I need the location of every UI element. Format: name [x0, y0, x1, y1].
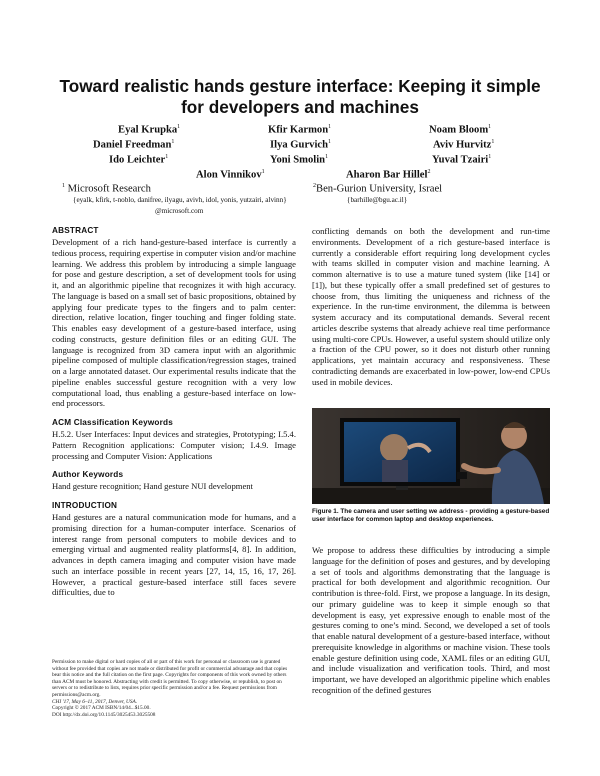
figure-1-illustration	[312, 408, 550, 504]
title-line-2: for developers and machines	[181, 97, 419, 117]
email-bgu: {barhille@bgu.ac.il}	[347, 196, 408, 204]
author: Yoni Smolin$^1$	[270, 154, 329, 166]
abstract-section	[52, 226, 296, 409]
title-line-1: Toward realistic hands gesture interface: Keeping it simple	[59, 76, 541, 96]
author: Aviv Hurvitz$^1$	[433, 139, 495, 151]
copyright-line: Copyright © 2017 ACM ISBN/14/04...$15.00.	[52, 705, 151, 712]
right-column-bottom	[312, 545, 550, 696]
author: Ilya Gurvich$^1$	[270, 139, 331, 151]
author: Ido Leichter$^1$	[109, 154, 169, 166]
author: Noam Bloom$^1$	[429, 124, 492, 136]
figure-1-photo	[312, 408, 550, 504]
right-column-text-bottom: We propose to address these difficulties by introducing a simple language for the definition of poses and gestures, and by developing a set of tools and algorithms demonstrating that the language is practical for both development and algorithmic recognition. Our contribution is three-fold. First, we propose a language. In its design, our primary guideline was to keep it simple enough so that development is easy, yet expressive enough to enable most of the gestures coming to one’s mind. Second, we developed a set of tools that enable natural development of a gesture-based interface, without prerequisite knowledge in algorithms or machine vision. These tools enable gesture definition using code, XAML files or an editing GUI, and include visualization and verification tools. Third, and most important, we have developed an algorithmic pipeline which enables recognition of the defined gestures	[312, 545, 550, 695]
introduction-text: Hand gestures are a natural communication mode for humans, and a promising direction for a human-computer interface. Scenarios of interest range from personal computers to mobile devices and to emerging virtual and augmented reality platforms[4, 8]. In addition, advances in depth camera imaging and computer vision have made such an interface possible in recent years [27, 14, 15, 16, 17, 26]. However, a practical gesture-based interface still faces severe difficulties, due to	[52, 512, 296, 598]
author: Kfir Karmon$^1$	[268, 124, 332, 136]
affiliation-microsoft: $^1$ Microsoft Research	[62, 183, 151, 195]
affiliation-bgu: $^2$Ben-Gurion University, Israel	[313, 183, 443, 195]
acm-text: H.5.2. User Interfaces: Input devices and strategies, Prototyping; I.5.4. Pattern Recognition applications: Computer vision; I.4.9. Image processing and Computer Vision: Applications	[52, 429, 296, 461]
abstract-text: Development of a rich hand-gesture-based interface is currently a tedious process, requiring expertise in computer vision and/or machine learning. We address this problem by introducing a simple language for pose and gesture description, a set of development tools for using it, and an algorithmic pipeline that recognizes it with high accuracy. The language is based on a small set of basic propositions, obtained by applying four predicate types to the fingers and to palm center: direction, relative location, finger touching and finger folding state. This enables easy development of a gesture-based interface, using coding constructs, gesture definition files or an editing GUI. The language is recognized from 3D camera input with an algorithmic pipeline composed of multiple classification/regression stages, trained on a large annotated dataset. Our experimental results indicate that the pipeline enables successful gesture recognition with a very low computational load, thus enabling a gesture-based interface on low-end processors.	[52, 237, 296, 409]
keywords-text: Hand gesture recognition; Hand gesture NUI development	[52, 481, 253, 492]
right-column-top	[312, 226, 550, 387]
author: Eyal Krupka$^1$	[118, 124, 181, 136]
acm-heading: ACM Classification Keywords	[52, 418, 173, 427]
right-column-text-top: conflicting demands on both the development and run-time environments. Development of a rich gesture-based interface is currently a considerable effort requiring long development cycles with teams skilled in computer vision and machine learning. A common alternative is to use a mature tuned system (like [14] or [1]), but these typically offer a small predefined set of gestures to choose from, thus limiting the uniqueness and richness of the experience. In the run-time environment, the dilemma is between system accuracy and its computational demands. Several recent articles describe systems that already achieve real time performance using multi-core CPUs. However, a useful system should utilize only a fraction of the CPU power, so it does not disturb other running applications, yet maintain accuracy and responsiveness. These contradicting demands are exacerbated in low-power, low-end CPUs used in mobile devices.	[312, 226, 550, 387]
conference-line: CHI '17, May 6–11, 2017, Denver, USA.	[52, 698, 138, 705]
author: Alon Vinnikov$^1$	[196, 169, 265, 181]
introduction-section	[52, 501, 296, 598]
doi-line: DOI http://dx.doi.org/10.1145/3025453.3025508	[52, 711, 156, 718]
acm-section	[52, 418, 296, 461]
left-column	[52, 226, 296, 607]
paper-title	[48, 76, 552, 118]
keywords-heading: Author Keywords	[52, 470, 124, 480]
figure-1-caption: Figure 1. The camera and user setting we address - providing a gesture-based user interface for common laptop and desktop experiences.	[312, 508, 550, 524]
author: Aharon Bar Hillel$^2$	[346, 169, 431, 181]
author: Yuval Tzairi$^1$	[432, 154, 492, 166]
email-microsoft-domain: @microsoft.com	[155, 207, 204, 215]
permission-text: Permission to make digital or hard copies of all or part of this work for personal or classroom use is granted without fee provided that copies are not made or distributed for profit or commercial advantage and that copies bear this notice and the full citation on the first page. Copyrights for components of this work owned by others than ACM must be honored. Abstracting with credit is permitted. To copy otherwise, or republish, to post on servers or to redistribute to lists, requires prior specific permission and/or a fee. Request permissions from permissions@acm.org.	[52, 659, 288, 698]
permission-footnote	[52, 659, 296, 718]
keywords-section	[52, 470, 296, 492]
author: Daniel Freedman$^1$	[93, 139, 175, 151]
abstract-heading: ABSTRACT	[52, 226, 99, 235]
introduction-heading: INTRODUCTION	[52, 501, 118, 510]
email-microsoft: {eyalk, kfirk, t-noblo, danifree, ilyagu, avivh, idol, yonis, yutzairi, alvinn}	[73, 196, 287, 204]
